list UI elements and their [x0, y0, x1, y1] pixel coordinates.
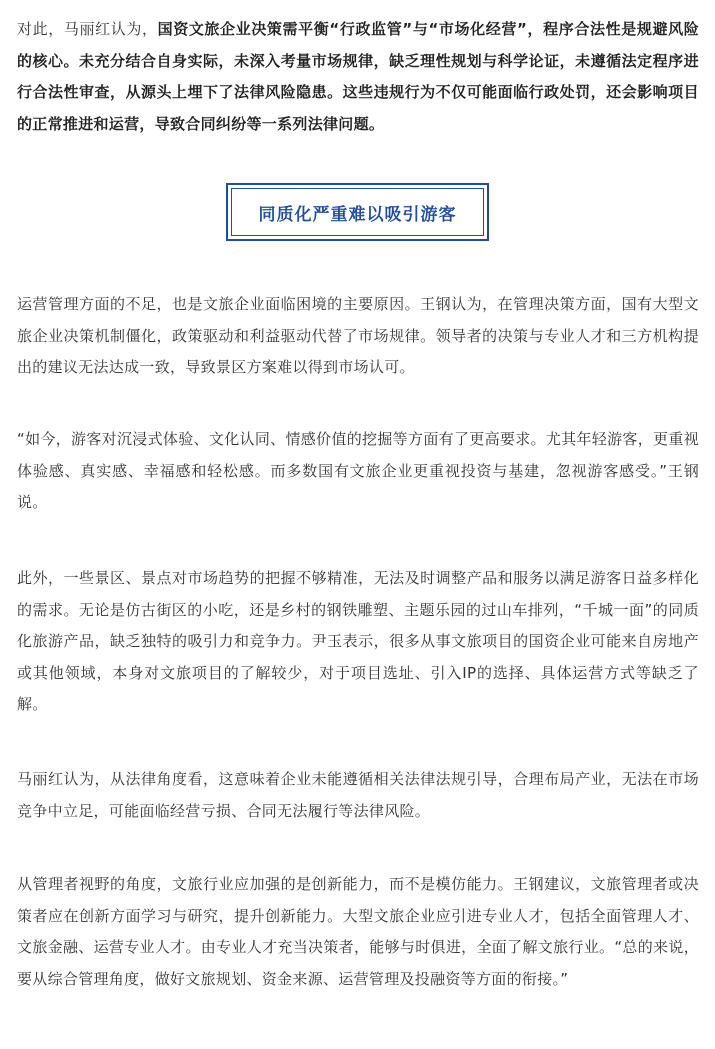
paragraph-legal-risk — [17, 14, 699, 140]
section-heading-inner-frame — [231, 188, 484, 236]
paragraph-operations: 运营管理方面的不足，也是文旅企业面临困境的主要原因。王钢认为，在管理决策方面，国有大型文旅企业决策机制僵化，政策驱动和利益驱动代替了市场规律。领导者的决策与专业人才和三方机构提出的建议无法达成一致，导致景区方案难以得到市场认可。 — [17, 295, 699, 376]
section-heading: 同质化严重难以吸引游客 — [258, 204, 457, 225]
paragraph-innovation: 从管理者视野的角度，文旅行业应加强的是创新能力，而不是模仿能力。王钢建议，文旅管理者或决策者应在创新方面学习与研究，提升创新能力。大型文旅企业应引进专业人才，包括全面管理人才、文旅金融、运营专业人才。由专业人才充当决策者，能够与时俱进，全面了解文旅行业。“总的来说，要从综合管理角度，做好文旅规划、资金来源、运营管理及投融资等方面的衔接。” — [17, 875, 699, 988]
paragraph-lead-text: 对此，马丽红认为， — [17, 20, 158, 38]
section-heading-container — [0, 183, 715, 241]
paragraph-visitor-expectations: “如今，游客对沉浸式体验、文化认同、情感价值的挖掘等方面有了更高要求。尤其年轻游客，更重视体验感、真实感、幸福感和轻松感。而多数国有文旅企业更重视投资与基建，忽视游客感受。”王钢说。 — [17, 430, 699, 511]
paragraph-legal-perspective: 马丽红认为，从法律角度看，这意味着企业未能遵循相关法律法规引导，合理布局产业，无法在市场竞争中立足，可能面临经营亏损、合同无法履行等法律风险。 — [17, 770, 699, 820]
paragraph-bold-text: 国资文旅企业决策需平衡“行政监管”与“市场化经营”，程序合法性是规避风险的核心。未充分结合自身实际，未深入考量市场规律，缺乏理性规划与科学论证，未遵循法定程序进行合法性审查，从源头上埋下了法律风险隐患。这些违规行为不仅可能面临行政处罚，还会影响项目的正常推进和运营，导致合同纠纷等一系列法律问题。 — [17, 20, 699, 133]
paragraph-homogenization: 此外，一些景区、景点对市场趋势的把握不够精准，无法及时调整产品和服务以满足游客日益多样化的需求。无论是仿古街区的小吃，还是乡村的钢铁雕塑、主题乐园的过山车排列，“千城一面”的同质化旅游产品，缺乏独特的吸引力和竞争力。尹玉表示，很多从事文旅项目的国资企业可能来自房地产或其他领域，本身对文旅项目的了解较少，对于项目选址、引入IP的选择、具体运营方式等缺乏了解。 — [17, 569, 699, 713]
section-heading-frame — [226, 183, 489, 241]
